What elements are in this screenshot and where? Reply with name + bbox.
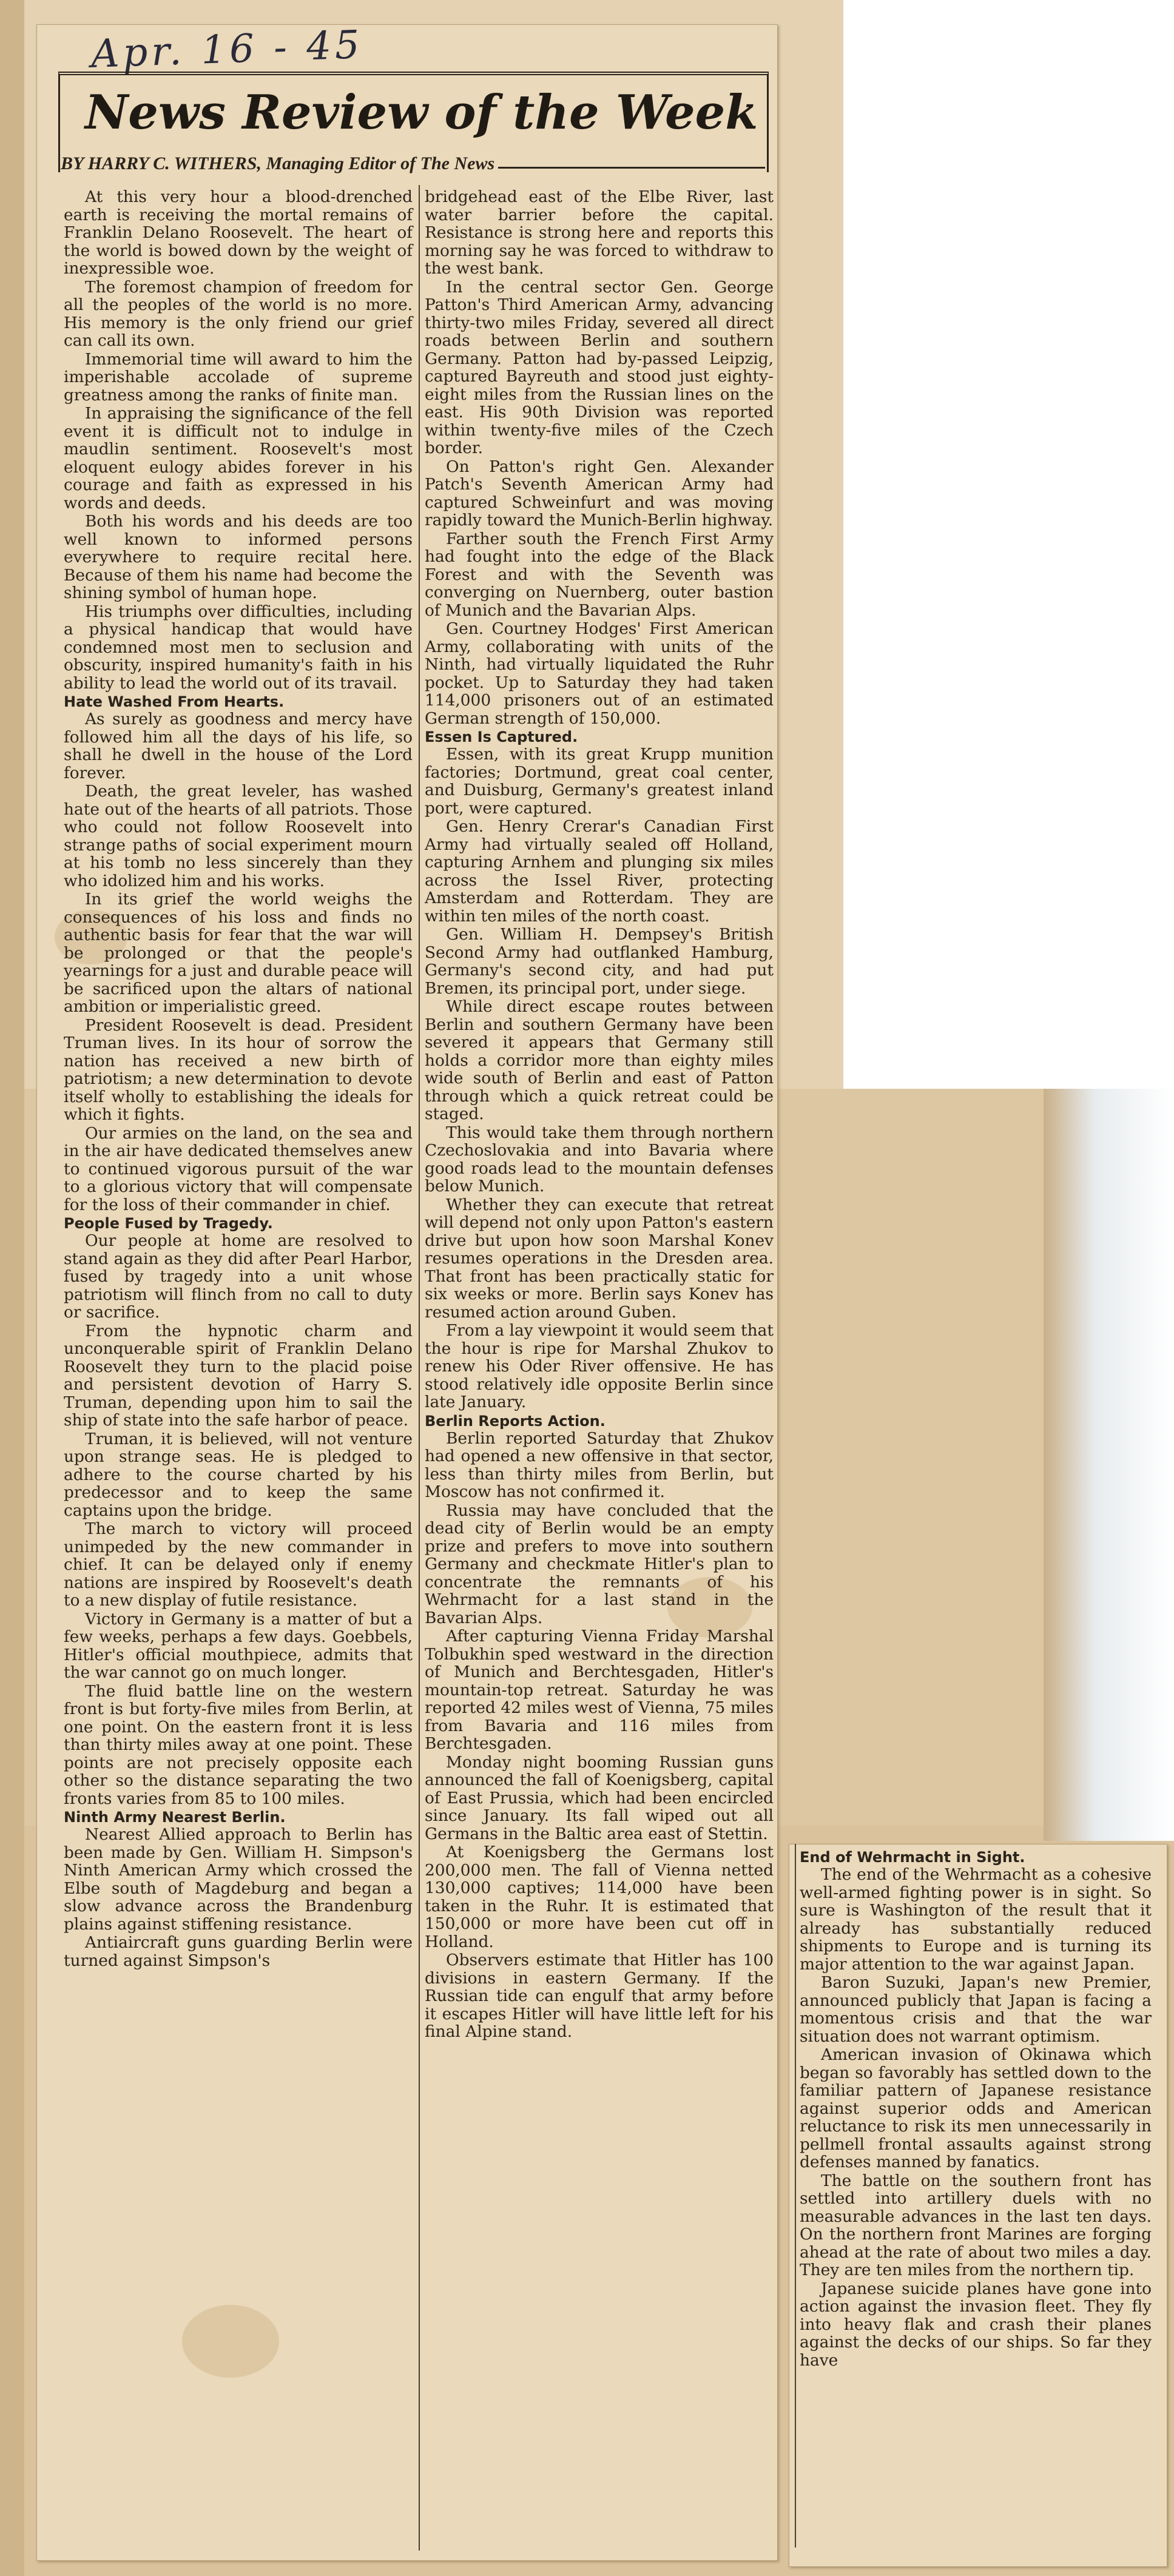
article-paragraph: Essen, with its great Krupp munition factories; Dortmund, great coal center, and Duisburg, Germany's greatest inland port, were captured. [425,745,774,818]
article-paragraph: From a lay viewpoint it would seem that the hour is ripe for Marshal Zhukov to renew his Oder River offensive. He has stood relatively idle opposite Berlin since late January. [425,1321,774,1411]
article-paragraph: The end of the Wehrmacht as a cohesive well-armed fighting power is in sight. So sure is Washington of the result that it already has substantially reduced shipments to Europe and is turning its major attention to the war against Japan. [800,1865,1152,1974]
article-paragraph: Our armies on the land, on the sea and in the air have dedicated themselves anew to continued vigorous pursuit of the war to a glorious victory that will compensate for the loss of their commander in chief. [64,1123,413,1214]
article-paragraph: In the central sector Gen. George Patton's Third American Army, advancing thirty-two miles Friday, severed all direct roads between Berlin and southern Germany. Patton had by-passed Leipzig, captured Bayreuth and stood just eighty-eight miles from the Russian lines on the east. His 90th Division was reported within twenty-five miles of the Czech border. [425,277,774,457]
article-paragraph: Gen. William H. Dempsey's British Second Army had outflanked Hamburg, Germany's second city, and had put Bremen, its principal port, under siege. [425,925,774,998]
article-paragraph: The fluid battle line on the western front is but forty-five miles from Berlin, at one point. On the eastern front it is less than thirty miles away at one point. These points are not precisely opposite each other so the distance separating the two fronts varies from 85 to 100 miles. [64,1681,413,1808]
article-paragraph: Truman, it is believed, will not venture upon strange seas. He is pledged to adhere to the course charted by his predecessor and to keep the same captains upon the bridge. [64,1429,413,1520]
article-paragraph: His triumphs over difficulties, including a physical handicap that would have condemned most men to seclusion and obscurity, inspired humanity's faith in his ability to lead the world out of its travail. [64,602,413,693]
article-paragraph: As surely as goodness and mercy have followed him all the days of his life, so shall he dwell in the house of the Lord forever. [64,710,413,782]
article-paragraph: On Patton's right Gen. Alexander Patch's Seventh American Army had captured Schweinfurt and was moving rapidly toward the Munich-Berlin highway. [425,457,774,530]
section-subhead: Ninth Army Nearest Berlin. [64,1809,286,1826]
article-paragraph: bridgehead east of the Elbe River, last water barrier before the capital. Resistance is strong here and reports this morning say he was forced to withdraw to the west bank. [425,187,774,278]
article-paragraph: At this very hour a blood-drenched earth is receiving the mortal remains of Franklin Delano Roosevelt. The heart of the world is bowed down by the weight of inexpressible woe. [64,187,413,278]
article-paragraph: American invasion of Okinawa which began so favorably has settled down to the familiar pattern of Japanese resistance against superior odds and American reluctance to risk its men unnecessarily in pellmell frontal assaults against strong defenses manned by fanatics. [800,2045,1152,2171]
article-column-2 [425,188,774,2041]
section-subhead: People Fused by Tragedy. [64,1215,273,1232]
article-paragraph: Russia may have concluded that the dead city of Berlin would be an empty prize and prefers to move into southern Germany and checkmate Hitler's plan to concentrate the remnants of his Wehrmacht for a last stand in the Bavarian Alps. [425,1501,774,1627]
section-subhead: End of Wehrmacht in Sight. [800,1849,1025,1866]
article-paragraph: Japanese suicide planes have gone into action against the invasion fleet. They fly into heavy flak and crash their planes against the decks of our ships. So far they have [800,2279,1152,2370]
article-paragraph: Our people at home are resolved to stand again as they did after Pearl Harbor, fused by tragedy into a unit whose patriotism will flinch from no call to duty or sacrifice. [64,1231,413,1322]
article-paragraph: Monday night booming Russian guns announced the fall of Koenigsberg, capital of East Prussia, which had been encircled since January. Its fall wiped out all Germans in the Baltic area east of Stettin. [425,1752,774,1843]
article-paragraph: Nearest Allied approach to Berlin has been made by Gen. William H. Simpson's Ninth American Army which crossed the Elbe south of Magdeburg and began a slow advance across the Brandenburg plains against stiffening resistance. [64,1825,413,1934]
byline-rule-right [498,167,765,169]
article-paragraph: Farther south the French First Army had fought into the edge of the Black Forest and with the Seventh was converging on Nuernberg, outer bastion of Munich and the Bavarian Alps. [425,529,774,620]
article-paragraph: President Roosevelt is dead. President Truman lives. In its hour of sorrow the nation has received a new birth of patriotism; a new determination to devote itself wholly to establishing the ideals for which it fights. [64,1015,413,1124]
article-paragraph: In its grief the world weighs the consequences of his loss and finds no authentic basis for fear that the war will be prolonged or that the people's yearnings for a just and durable peace will be sacrificed upon the altars of national ambition or imperialistic greed. [64,890,413,1016]
article-paragraph: From the hypnotic charm and unconquerable spirit of Franklin Delano Roosevelt they turn to the placid poise and persistent devotion of Harry S. Truman, depending upon him to sail the ship of state into the safe harbor of peace. [64,1321,413,1430]
article-column-1 [64,188,413,1969]
article-paragraph: Baron Suzuki, Japan's new Premier, announced publicly that Japan is facing a momentous crisis and that the war situation does not warrant optimism. [800,1973,1152,2046]
article-paragraph: Gen. Henry Crerar's Canadian First Army had virtually sealed off Holland, capturing Arnhem and plunging six miles across the Issel River, protecting Amsterdam and Rotterdam. They are within ten miles of the north coast. [425,817,774,926]
article-paragraph: After capturing Vienna Friday Marshal Tolbukhin sped westward in the direction of Munich and Berchtesgaden, Hitler's mountain-top retreat. Saturday he was reported 42 miles west of Vienna, 75 miles from Bavaria and 116 miles from Berchtesgaden. [425,1627,774,1753]
article-column-3 [800,1848,1152,2369]
byline: BY HARRY C. WITHERS, Managing Editor of The News [61,153,495,173]
section-subhead: Hate Washed From Hearts. [64,693,285,710]
article-paragraph: At Koenigsberg the Germans lost 200,000 men. The fall of Vienna netted 130,000 captives; 114,000 have been taken in the Ruhr. It is estimated that 150,000 or more have been cut off in Holland. [425,1843,774,1951]
section-subhead: Berlin Reports Action. [425,1412,606,1430]
article-paragraph: The foremost champion of freedom for all the peoples of the world is no more. His memory is the only friend our grief can call its own. [64,277,413,350]
article-paragraph: Both his words and his deeds are too well known to informed persons everywhere to require recital here. Because of them his name had become the shining symbol of human hope. [64,512,413,602]
section-subhead: Essen Is Captured. [425,728,578,745]
article-paragraph: Whether they can execute that retreat will depend not only upon Patton's eastern drive but upon how soon Marshal Konev resumes operations in the Dresden area. That front has been practically static for six weeks or more. Berlin says Konev has resumed action around Guben. [425,1195,774,1322]
article-paragraph: In appraising the significance of the fell event it is difficult not to indulge in maudlin sentiment. Roosevelt's most eloquent eulogy abides forever in his courage and faith as expressed in his words and deeds. [64,404,413,513]
headline: News Review of the Week [85,85,758,140]
article-paragraph: Gen. Courtney Hodges' First American Army, collaborating with units of the Ninth, had virtually liquidated the Ruhr pocket. Up to Saturday they had taken 114,000 prisoners out of an estimated German strength of 150,000. [425,619,774,728]
article-paragraph: Berlin reported Saturday that Zhukov had opened a new offensive in that sector, less than thirty miles from Berlin, but Moscow has not confirmed it. [425,1428,774,1501]
paper-left-edge [0,0,24,2576]
article-paragraph: Observers estimate that Hitler has 100 divisions in eastern Germany. If the Russian tide can engulf that army before it escapes Hitler will have little left for his final Alpine stand. [425,1951,774,2041]
handwritten-date: Apr. 16 - 45 [90,22,364,77]
article-paragraph: The battle on the southern front has settled into artillery duels with no measurable advances in the last ten days. On the northern front Marines are forging ahead at the rate of about two miles a day. They are ten miles from the northern tip. [800,2171,1152,2279]
column-rule [419,185,420,2551]
article-paragraph: Death, the great leveler, has washed hate out of the hearts of all patriots. Those who could not follow Roosevelt into strange paths of social experiment mourn at his tomb no less sincerely than they who idolized him and his works. [64,782,413,890]
paper-stain [182,2305,279,2378]
article-paragraph: While direct escape routes between Berlin and southern Germany have been severed it appears that Germany still holds a corridor more than eighty miles wide south of Berlin and east of Patton through which a quick retreat could be staged. [425,997,774,1123]
column-rule [795,1844,796,2547]
article-paragraph: Antiaircraft guns guarding Berlin were turned against Simpson's [64,1933,413,1970]
article-paragraph: Victory in Germany is a matter of but a few weeks, perhaps a few days. Goebbels, Hitler's official mouthpiece, admits that the war cannot go on much longer. [64,1609,413,1682]
page-shadow [1044,1089,1174,1841]
article-paragraph: Immemorial time will award to him the imperishable accolade of supreme greatness among the ranks of finite man. [64,349,413,405]
article-paragraph: The march to victory will proceed unimpeded by the new commander in chief. It can be delayed only if enemy nations are inspired by Roosevelt's death to a new display of futile resistance. [64,1519,413,1610]
article-paragraph: This would take them through northern Czechoslovakia and into Bavaria where good roads lead to the mountain defenses below Munich. [425,1123,774,1196]
